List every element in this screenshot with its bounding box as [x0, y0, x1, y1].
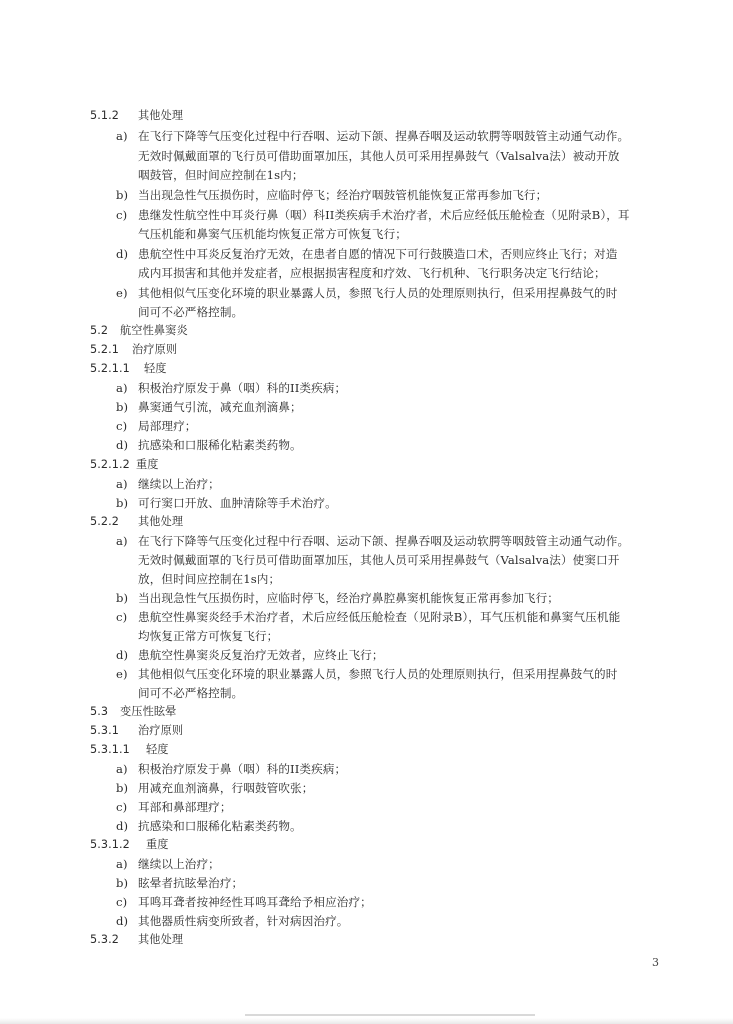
list-text: 在飞行下降等气压变化过程中行吞咽、运动下颌、捏鼻吞咽及运动软腭等咽鼓管主动通气动作。 [138, 534, 630, 548]
section-number: 5.1.2 [90, 109, 119, 122]
list-text: 继续以上治疗； [138, 857, 220, 871]
list-text: 患航空性鼻窦炎反复治疗无效者，应终止飞行； [138, 648, 384, 662]
section-heading-5-3-1 [90, 722, 183, 740]
section-heading-5-3-1-1 [90, 741, 169, 759]
section-number: 5.3 [90, 705, 109, 718]
section-heading-5-3 [90, 703, 176, 721]
list-item [116, 436, 302, 454]
section-heading-5-3-1-2 [90, 836, 169, 854]
list-marker: b) [116, 188, 129, 202]
list-item [116, 893, 372, 911]
list-item [116, 855, 220, 873]
section-number: 5.2.2 [90, 515, 119, 528]
list-marker: c) [116, 419, 128, 433]
list-item [116, 817, 302, 835]
list-marker: d) [116, 819, 129, 833]
section-title: 治疗原则 [132, 343, 178, 356]
section-title: 轻度 [144, 362, 167, 375]
list-text: 耳鸣耳聋者按神经性耳鸣耳聋给予相应治疗； [138, 895, 372, 909]
list-text: 当出现急性气压损伤时，应临时停飞；经治疗咽鼓管机能恢复正常再参加飞行； [138, 188, 548, 202]
list-marker: b) [116, 876, 129, 890]
section-number: 5.3.1.2 [90, 838, 130, 851]
list-text: 抗感染和口服稀化粘素类药物。 [138, 438, 302, 452]
list-text: 积极治疗原发于鼻（咽）科的II类疾病； [138, 381, 347, 395]
list-marker: b) [116, 400, 129, 414]
list-marker: d) [116, 648, 129, 662]
list-text: 继续以上治疗； [138, 477, 220, 491]
list-marker: a) [116, 762, 128, 776]
list-item [116, 646, 384, 664]
section-title: 其他处理 [138, 515, 184, 528]
section-heading-5-1-2 [90, 107, 183, 125]
list-item [116, 494, 337, 512]
section-number: 5.3.1 [90, 724, 119, 737]
list-text: 患航空性中耳炎反复治疗无效，在患者自愿的情况下可行鼓膜造口术，否则应终止飞行；对造 [138, 247, 618, 261]
section-heading-5-2 [90, 322, 188, 340]
list-text: 其他相似气压变化环境的职业暴露人员，参照飞行人员的处理原则执行，但采用捏鼻鼓气的时 [138, 286, 618, 300]
section-heading-5-2-1 [90, 341, 177, 359]
section-title: 变压性眩晕 [120, 705, 177, 718]
list-text-continued: 均恢复正常方可恢复飞行； [138, 629, 279, 643]
list-item [116, 779, 313, 797]
list-item [116, 608, 620, 626]
section-title: 轻度 [146, 743, 169, 756]
section-heading-5-2-2 [90, 513, 183, 531]
list-item [116, 379, 346, 397]
section-title: 其他处理 [138, 109, 184, 122]
section-title: 重度 [146, 838, 169, 851]
list-marker: b) [116, 591, 129, 605]
list-item [116, 284, 617, 302]
list-item [116, 760, 346, 778]
list-item [116, 798, 232, 816]
list-text: 可行窦口开放、血肿清除等手术治疗。 [138, 496, 337, 510]
list-marker: c) [116, 800, 128, 814]
list-text: 局部理疗； [138, 419, 197, 433]
list-item [116, 206, 630, 224]
list-marker: c) [116, 895, 128, 909]
list-marker: a) [116, 477, 128, 491]
list-marker: c) [116, 610, 128, 624]
section-title: 治疗原则 [138, 724, 184, 737]
list-text: 积极治疗原发于鼻（咽）科的II类疾病； [138, 762, 347, 776]
list-text: 耳部和鼻部理疗； [138, 800, 232, 814]
section-title: 其他处理 [138, 933, 184, 946]
list-item [116, 417, 196, 435]
list-item [116, 127, 629, 145]
page-number: 3 [652, 956, 659, 969]
list-text: 患航空性鼻窦炎经手术治疗者，术后应经低压舱检查（见附录B），耳气压机能和鼻窦气压机能 [138, 610, 621, 624]
list-marker: d) [116, 247, 129, 261]
list-marker: e) [116, 667, 128, 681]
list-text: 抗感染和口服稀化粘素类药物。 [138, 819, 302, 833]
list-item [116, 589, 559, 607]
list-text: 患继发性航空性中耳炎行鼻（咽）科II类疾病手术治疗者，术后应经低压舱检查（见附录B），耳 [138, 208, 630, 222]
section-heading-5-2-1-1 [90, 360, 167, 378]
section-heading-5-2-1-2 [90, 456, 159, 474]
section-number: 5.2.1.2 [90, 458, 130, 471]
list-text: 用减充血剂滴鼻，行咽鼓管吹张； [138, 781, 314, 795]
list-marker: d) [116, 914, 129, 928]
list-text: 其他相似气压变化环境的职业暴露人员，参照飞行人员的处理原则执行，但采用捏鼻鼓气的时 [138, 667, 618, 681]
list-text-continued: 间可不必严格控制。 [138, 686, 244, 700]
list-marker: a) [116, 129, 128, 143]
list-text-continued: 间可不必严格控制。 [138, 305, 244, 319]
list-text: 其他器质性病变所致者，针对病因治疗。 [138, 914, 349, 928]
list-marker: b) [116, 781, 129, 795]
list-marker: c) [116, 208, 128, 222]
section-number: 5.2 [90, 324, 109, 337]
list-item [116, 532, 629, 550]
list-text: 当出现急性气压损伤时，应临时停飞，经治疗鼻腔鼻窦机能恢复正常再参加飞行； [138, 591, 559, 605]
scan-artifact [245, 1014, 535, 1016]
list-item [116, 186, 547, 204]
list-text: 眩晕者抗眩晕治疗； [138, 876, 244, 890]
section-number: 5.2.1.1 [90, 362, 130, 375]
list-item [116, 665, 617, 683]
list-text: 在飞行下降等气压变化过程中行吞咽、运动下颌、捏鼻吞咽及运动软腭等咽鼓管主动通气动作。 [138, 129, 630, 143]
section-number: 5.3.1.1 [90, 743, 130, 756]
list-text-continued: 气压机能和鼻窦气压机能均恢复正常方可恢复飞行； [138, 227, 407, 241]
list-item [116, 245, 617, 263]
section-heading-5-3-2 [90, 931, 183, 949]
list-text-continued: 无效时佩戴面罩的飞行员可借助面罩加压，其他人员可采用捏鼻鼓气（Valsalva法）被动开放 [138, 149, 620, 163]
list-text-continued: 放，但时间应控制在1s内； [138, 572, 281, 586]
list-item [116, 475, 220, 493]
list-item [116, 874, 243, 892]
section-number: 5.3.2 [90, 933, 119, 946]
list-marker: b) [116, 496, 129, 510]
list-item [116, 398, 302, 416]
list-text: 鼻窦通气引流，减充血剂滴鼻； [138, 400, 302, 414]
scan-edge-shadow [0, 1018, 733, 1024]
list-marker: a) [116, 381, 128, 395]
list-text-continued: 成内耳损害和其他并发症者，应根据损害程度和疗效、飞行机种、飞行职务决定飞行结论； [138, 266, 606, 280]
list-item [116, 912, 349, 930]
section-title: 重度 [136, 458, 159, 471]
list-marker: a) [116, 534, 128, 548]
list-marker: a) [116, 857, 128, 871]
list-marker: d) [116, 438, 129, 452]
list-text-continued: 无效时佩戴面罩的飞行员可借助面罩加压，其他人员可采用捏鼻鼓气（Valsalva法）使窦口开 [138, 553, 620, 567]
list-marker: e) [116, 286, 128, 300]
section-title: 航空性鼻窦炎 [120, 324, 188, 337]
section-number: 5.2.1 [90, 343, 119, 356]
list-text-continued: 咽鼓管，但时间应控制在1s内； [138, 168, 304, 182]
